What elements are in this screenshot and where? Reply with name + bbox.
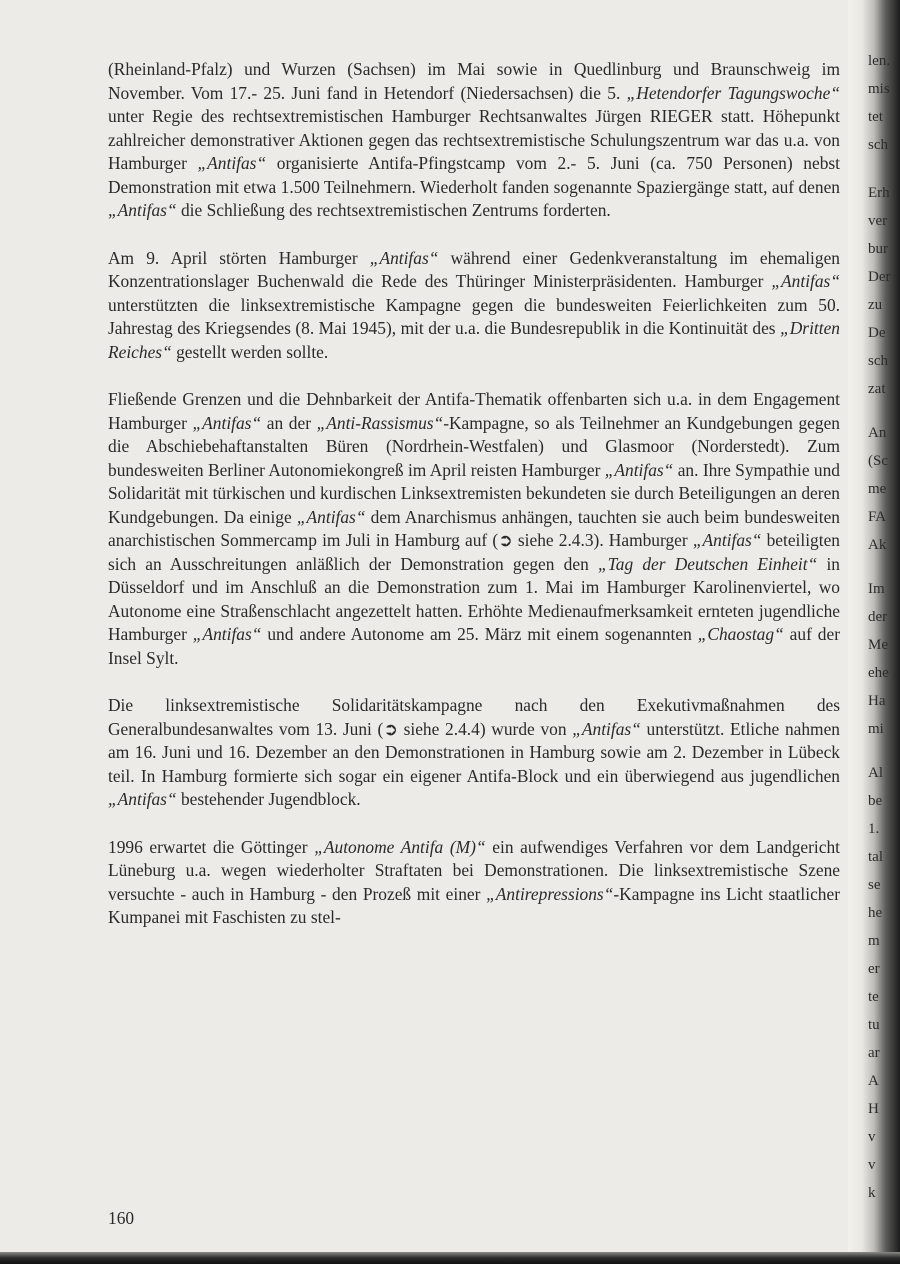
text-run: Die linksextremistische Solidaritätskampagne nach den Exekutivmaßnahmen des Generalbundesanwaltes vom 13. Juni (➲ siehe 2.4.4) wurde von [108, 695, 840, 739]
text-run: und andere Autonome am 25. März mit einem sogenannten [261, 624, 698, 644]
adjacent-page-fragment: zu [868, 297, 883, 313]
text-run: dem Anarchismus anhängen, tauchten sie auch beim bundesweiten anarchistischen Sommercamp im Juli in Hamburg auf (➲ siehe 2.4.3). Hamburger [108, 506, 840, 550]
adjacent-page-fragment: ver [868, 213, 888, 229]
text-run: an der [261, 412, 317, 433]
adjacent-page-fragment: sch [868, 353, 888, 369]
adjacent-page-fragment: Me [868, 637, 888, 653]
emphasized-text: „Antifas“ [192, 412, 262, 433]
text-run: bestehender Jugendblock. [176, 789, 361, 809]
adjacent-page-fragment: v [868, 1129, 876, 1145]
adjacent-page-fragment: Al [868, 765, 883, 781]
adjacent-page-fragment: mi [868, 721, 884, 737]
emphasized-text: „Antifas“ [604, 459, 674, 480]
adjacent-page-fragment: bur [868, 241, 888, 257]
adjacent-page-fragment: Ak [868, 537, 887, 553]
adjacent-page-fragment: sch [868, 137, 888, 153]
emphasized-text: „Antifas“ [771, 271, 840, 291]
adjacent-page-fragment: H [868, 1101, 879, 1117]
adjacent-page-fragment: mis [868, 81, 890, 97]
text-run: -Kampagne, so als Teilnehmer an Kundgebungen gegen die Abschiebehaftanstalten Büren (Nordrhein-Westfalen) und Glasmoor (Norderstedt). Zum bundesweiten Berliner Autonomiekongreß im April reisten Hamburger [108, 412, 840, 480]
text-run: während einer Gedenkveranstaltung im ehemaligen Konzentrationslager Buchenwald die Rede des Thüringer Ministerpräsidenten. Hamburger [108, 247, 840, 291]
text-run: Am 9. April störten Hamburger [108, 247, 370, 268]
adjacent-page-fragment: der [868, 609, 888, 625]
adjacent-page-fragment: Im [868, 581, 885, 597]
adjacent-page-fragment: Erh [868, 185, 890, 201]
emphasized-text: „Antifas“ [572, 718, 641, 739]
emphasized-text: „Antifas“ [192, 624, 262, 644]
page-number: 160 [108, 1208, 135, 1228]
adjacent-page-fragment: er [868, 961, 880, 977]
text-run: unterstützten die linksextremistische Kampagne gegen die bundesweiten Feierlichkeiten zum 50. Jahrestag des Kriegsendes (8. Mai 1945), mit der u.a. die Bundesrepublik in die Kontinuität des [108, 294, 840, 338]
emphasized-text: „Antifas“ [692, 530, 762, 550]
paragraph [108, 58, 840, 223]
adjacent-page-fragment: Ha [868, 693, 886, 709]
adjacent-page-fragment: be [868, 793, 883, 809]
text-run: beteiligten sich an Ausschreitungen anläßlich der Demonstration gegen den [108, 530, 840, 574]
text-run: unterstützt. Etliche nahmen am 16. Juni und 16. Dezember an den Demonstrationen in Hamburg sowie am 2. Dezember in Lübeck teil. In Hamburg formierte sich sogar ein eigener Antifa-Block und ein überwiegend aus jugendlichen [108, 718, 840, 786]
adjacent-page-fragment: An [868, 425, 887, 441]
adjacent-page-fragment: len. [868, 53, 891, 69]
adjacent-page-fragment: tet [868, 109, 883, 125]
body-text [108, 58, 840, 954]
emphasized-text: „Autonome Antifa (M)“ [314, 836, 486, 857]
emphasized-text: „Antifas“ [108, 789, 177, 809]
emphasized-text: „Anti-Rassismus“ [316, 412, 444, 433]
adjacent-page-fragment: 1. [868, 821, 880, 837]
text-run: ein aufwendiges Verfahren vor dem Landgericht Lüneburg u.a. wegen wiederholter Straftaten bei Demonstrationen. Die linksextremistische Szene versuchte - auch in Hamburg - den Prozeß mit einer [108, 836, 841, 904]
emphasized-text: „Dritten Reiches“ [108, 318, 840, 362]
text-run: auf der Insel Sylt. [108, 624, 840, 668]
scan-edge-shadow [0, 1252, 900, 1264]
text-run: (Rheinland-Pfalz) und Wurzen (Sachsen) im Mai sowie in Quedlinburg und Braunschweig im November. Vom 17.- 25. Juni fand in Hetendorf (Niedersachsen) die 5. [108, 59, 840, 103]
text-run: 1996 erwartet die Göttinger [108, 836, 315, 857]
adjacent-page-fragment: De [868, 325, 886, 341]
adjacent-page-fragment: Der [868, 269, 891, 285]
text-run: gestellt werden sollte. [171, 341, 329, 362]
adjacent-page-fragment: tu [868, 1017, 880, 1033]
text-run: an. Ihre Sympathie und Solidarität mit türkischen und kurdischen Linksextremisten bekundeten sie durch Beteiligungen an deren Kundgebungen. Da einige [108, 459, 840, 527]
emphasized-text: „Tag der Deutschen Einheit“ [598, 553, 818, 574]
emphasized-text: „Antifas“ [296, 506, 366, 527]
emphasized-text: „Antifas“ [108, 200, 177, 220]
adjacent-page-fragment: v [868, 1157, 876, 1173]
adjacent-page-fragment: (Sc [868, 453, 888, 469]
adjacent-page-fragment: ar [868, 1045, 880, 1061]
text-run: die Schließung des rechtsextremistischen Zentrums forderten. [176, 200, 611, 220]
adjacent-page-fragment: tal [868, 849, 883, 865]
adjacent-page-fragment: A [868, 1073, 879, 1089]
adjacent-page-fragment: m [868, 933, 880, 949]
emphasized-text: „Hetendorfer Tagungswoche“ [626, 82, 840, 103]
text-run: in Düsseldorf und im Anschluß an die Demonstration zum 1. Mai im Hamburger Karolinenviertel, wo Autonome eine Straßenschlacht angezettelt hatten. Erhöhte Medienaufmerksamkeit ernteten jugendliche Hamburger [108, 553, 841, 644]
adjacent-page-fragments [862, 0, 900, 1264]
adjacent-page-fragment: he [868, 905, 883, 921]
adjacent-page-fragment: FA [868, 509, 887, 525]
text-run: unter Regie des rechtsextremistischen Hamburger Rechtsanwaltes Jürgen RIEGER statt. Höhepunkt zahlreicher demonstrativer Aktionen gegen das rechtsextremistische Schulungszentrum war das u.a. von Hamburger [108, 106, 840, 173]
emphasized-text: „Antirepressions“ [486, 883, 614, 904]
text-run: -Kampagne ins Licht staatlicher Kumpanei mit Faschisten zu stel- [108, 883, 840, 927]
emphasized-text: „Antifas“ [369, 247, 439, 268]
paragraph [108, 694, 840, 812]
paragraph [108, 836, 840, 930]
emphasized-text: „Antifas“ [197, 153, 267, 173]
text-run: Fließende Grenzen und die Dehnbarkeit der Antifa-Thematik offenbarten sich u.a. in dem Engagement Hamburger [108, 389, 840, 433]
adjacent-page-fragment: k [868, 1185, 876, 1201]
adjacent-page-fragment: me [868, 481, 887, 497]
adjacent-page-fragment: se [868, 877, 881, 893]
adjacent-page-fragment: te [868, 989, 879, 1005]
text-run: organisierte Antifa-Pfingstcamp vom 2.- 5. Juni (ca. 750 Personen) nebst Demonstration mit etwa 1.500 Teilnehmern. Wiederholt fanden sogenannte Spaziergänge statt, auf denen [108, 153, 840, 197]
adjacent-page-fragment: zat [868, 381, 886, 397]
adjacent-page-fragment: ehe [868, 665, 889, 681]
paragraph [108, 247, 840, 365]
emphasized-text: „Chaostag“ [697, 624, 784, 644]
paragraph [108, 388, 840, 670]
